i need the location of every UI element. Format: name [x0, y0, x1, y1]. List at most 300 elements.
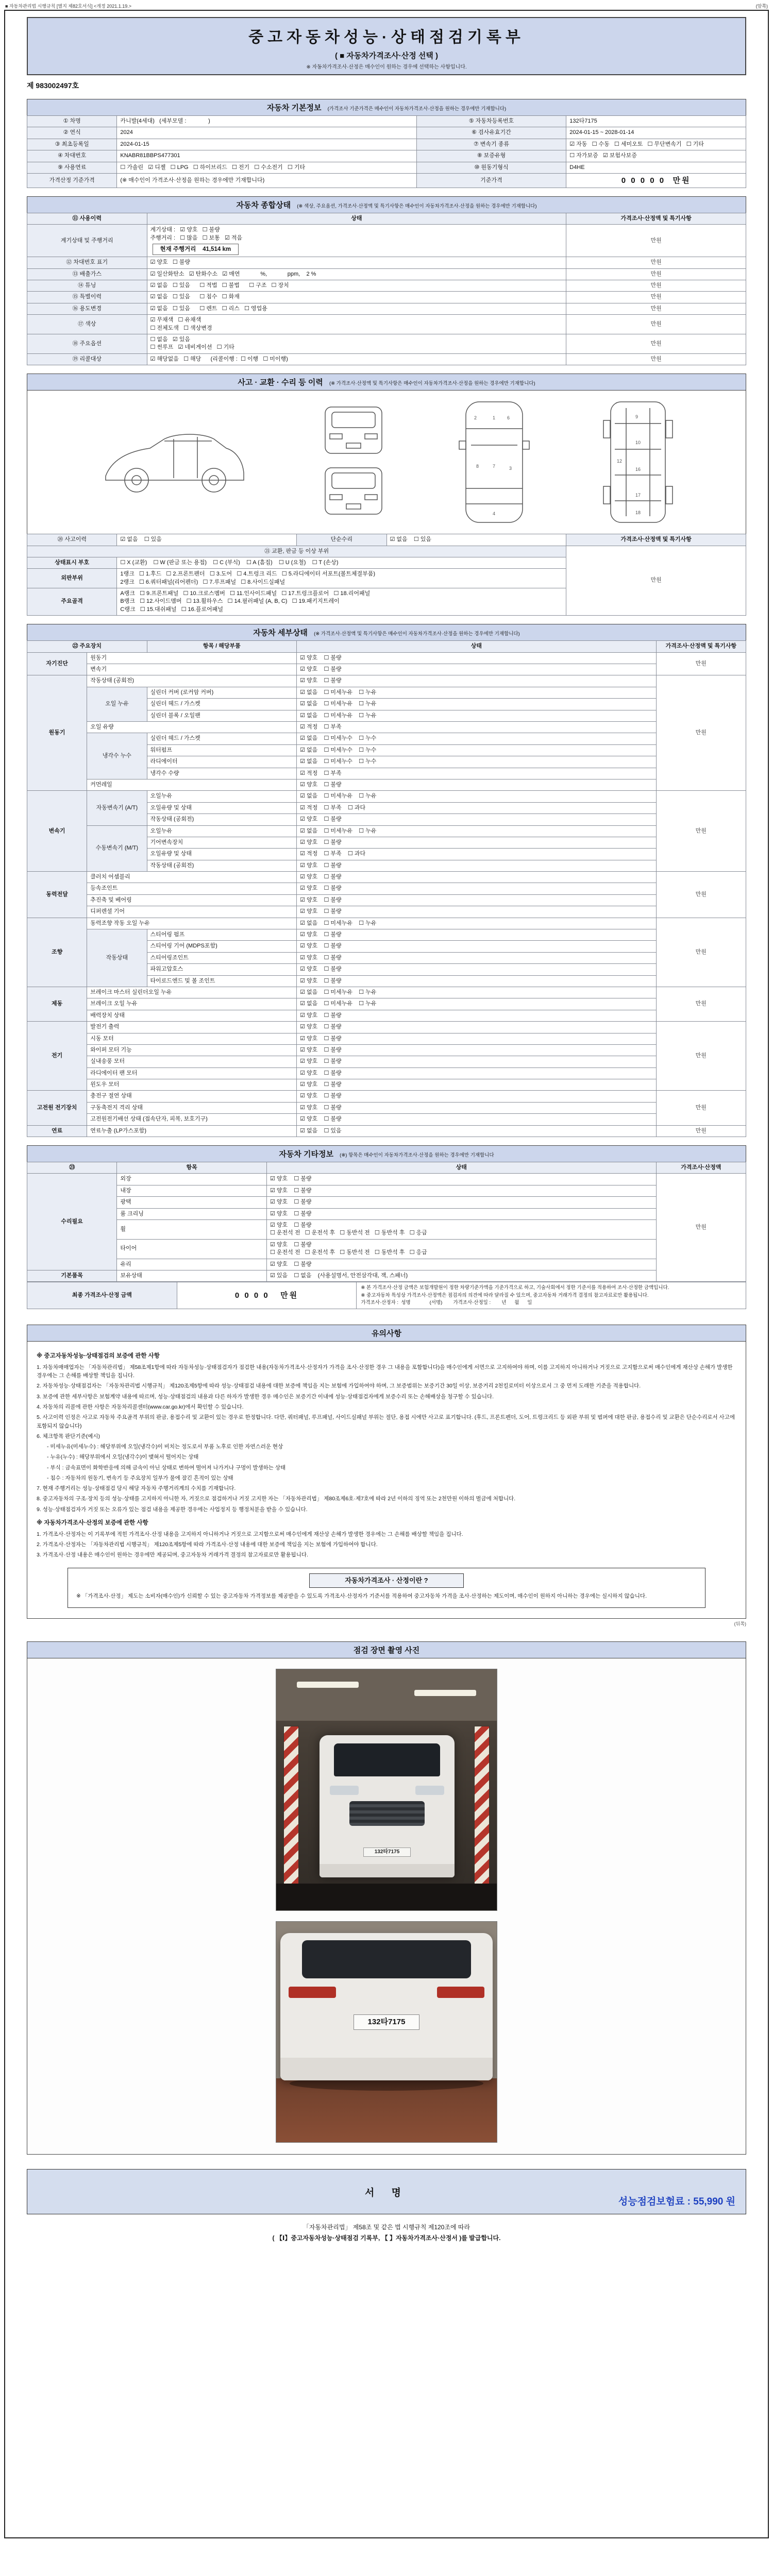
price-cell: 만원 — [656, 1125, 746, 1137]
price-cell: 만원 — [656, 1022, 746, 1091]
group-label: 상태표시 부호 — [27, 557, 117, 568]
item-label: 변속기 — [87, 664, 297, 675]
notice-item: 3. 가격조사·산정 내용은 매수인이 원하는 경우에만 제공되며, 중고자동차 거래가격 결정의 참고자료로만 활용됩니다. — [37, 1552, 308, 1558]
price-cell: 만원 — [566, 546, 746, 616]
column-header: 가격조사·산정액 및 특기사항 — [566, 213, 746, 224]
item-label: 타이로드엔드 및 볼 조인트 — [147, 975, 297, 987]
section-misc-note: (※) 항목은 매수인이 자동차가격조사·산정을 원하는 경우에만 기재합니다 — [340, 1153, 494, 1159]
notice-item: 5. 사고이력 인정은 사고로 자동차 주요골격 부위의 판금, 용접수리 및 교환이 있는 경우로 한정합니다. 다만, 쿼터패널, 루프패널, 사이드실패널 부위는 절단, 용접 시에만 사고로 표기합니다. (후드, 프론트펜더, 도어, 트렁크리드 등 외판 부위 및 범퍼에 대한 판금, 용접수리 및 교환은 단순수리로서 사고에 포함되지 않습니다) — [37, 1414, 735, 1429]
item-label: 스티어링 펌프 — [147, 929, 297, 941]
field-label: 기준가격 — [416, 173, 566, 188]
status-checkbox-group[interactable]: ☑ 양호 ☐ 불량 — [297, 779, 657, 790]
basic-info-table — [27, 115, 746, 188]
status-checkbox-group[interactable]: ☑ 양호 ☐ 불량 — [297, 1022, 657, 1033]
status-checkbox-group[interactable]: ☑ 없음 ☐ 미세누수 ☐ 누수 — [297, 733, 657, 744]
item-label: 룸 크리닝 — [117, 1208, 267, 1219]
field-value: KNABR81BBPS477301 — [117, 150, 416, 162]
vehicle-front-view — [320, 1735, 455, 1877]
item-label: 보유상태 — [117, 1270, 267, 1281]
accident-legend-table — [27, 534, 746, 616]
item-label: 오일누유 — [147, 825, 297, 837]
status-checkbox-group[interactable]: ☐ X (교환) ☐ W (판금 또는 용접) ☐ C (부식) ☐ A (흠집) ☐ U (요철) ☐ T (손상) — [117, 557, 566, 568]
item-label: 클러치 어셈블리 — [87, 872, 297, 883]
status-checkbox-group[interactable]: ☑ 양호 ☐ 불량 — [297, 1056, 657, 1067]
price-cell: 만원 — [656, 872, 746, 918]
status-checkbox-group[interactable]: ☑ 해당없음 ☐ 해당 (리콜이행 : ☐ 이행 ☐ 미이행) — [147, 353, 566, 365]
svg-text:10: 10 — [635, 440, 641, 446]
item-label: 스티어링 기어 (MDPS포함) — [147, 941, 297, 952]
field-value[interactable]: ☐ 자가보증 ☑ 보험사보증 — [566, 150, 746, 162]
item-label: 브레이크 마스터 실린더오일 누유 — [87, 987, 297, 998]
field-value: (※ 매수인이 가격조사·산정을 원하는 경우에만 기재합니다) — [117, 173, 416, 188]
section-detailed-condition — [27, 624, 746, 1137]
taillight-left — [289, 1987, 336, 1998]
status-checkbox-group[interactable]: ☑ 양호 ☐ 불량 — [297, 814, 657, 825]
svg-text:18: 18 — [635, 510, 641, 516]
item-label: 라디에이터 — [147, 756, 297, 768]
status-checkbox-group[interactable]: ☑ 양호 ☐ 불량 — [297, 1079, 657, 1091]
status-checkbox-group[interactable]: ☑ 양호 ☐ 불량 — [297, 652, 657, 664]
column-header: 상태 — [297, 641, 657, 652]
page-side-marker: (앞쪽) — [755, 4, 768, 9]
status-checkbox-group[interactable]: ☑ 양호 ☐ 불량 — [297, 941, 657, 952]
amount-value: 0 0 0 0 만원 — [177, 1282, 357, 1309]
field-value: 132타7175 — [566, 116, 746, 127]
section-basic-title-text: 자동차 기본정보 — [266, 104, 322, 112]
item-label: 오일 유량 — [87, 721, 297, 733]
item-label: 발전기 출력 — [87, 1022, 297, 1033]
document-header-note: ※ 자동차가격조사·산정은 매수인이 원하는 경우에 선택하는 사항입니다. — [306, 64, 467, 70]
field-label: ④ 차대번호 — [27, 150, 117, 162]
car-diagram-underbody-view — [599, 398, 677, 527]
item-label: 실린더 헤드 / 가스켓 — [147, 699, 297, 710]
item-label: 워터펌프 — [147, 744, 297, 756]
item-label: 작동상태 (공회전) — [147, 814, 297, 825]
price-cell: 만원 — [656, 987, 746, 1021]
status-checkbox-group[interactable]: ☑ 양호 ☐ 불량 — [297, 860, 657, 871]
notice-item: 9. 성능·상태점검자가 거짓 또는 오류가 있는 점검 내용을 제공한 경우에는 사업정지 등 행정처분을 받을 수 있습니다. — [37, 1506, 308, 1513]
field-value: D4HE — [566, 162, 746, 173]
photo-inspection-rear — [276, 1921, 497, 2143]
price-cell: 만원 — [656, 675, 746, 791]
group-label: 수리필요 — [27, 1174, 117, 1270]
notice-subtitle: ※ 중고자동차성능·상태점검의 보증에 관한 사항 — [37, 1353, 160, 1360]
column-header: 가격조사·산정액 — [656, 1162, 746, 1174]
item-label: 시동 모터 — [87, 1033, 297, 1044]
detailed-condition-table — [27, 640, 746, 1137]
section-title-summary — [27, 196, 746, 213]
group-label: 고전원 전기장치 — [27, 1091, 87, 1125]
group-label: 조향 — [27, 918, 87, 987]
front-grille — [349, 1801, 425, 1826]
item-label: 광택 — [117, 1197, 267, 1208]
field-label: ⑫ 차대번호 표기 — [27, 257, 147, 268]
price-cell: 만원 — [656, 652, 746, 675]
status-checkbox-group[interactable]: ☑ 없음 ☐ 있음 ☐ 렌트 ☐ 리스 ☐ 영업용 — [147, 303, 566, 314]
svg-text:2: 2 — [474, 415, 477, 421]
item-label: 오일누유 — [147, 791, 297, 802]
form-reference: ■ 자동차관리법 시행규칙 [별지 제82호서식] <개정 2021.1.19.> — [5, 4, 131, 9]
status-checkbox-group[interactable]: ☑ 없음 ☐ 있음 — [386, 534, 566, 546]
field-label: ⑯ 용도변경 — [27, 303, 147, 314]
subgroup-label: 작동상태 — [87, 929, 147, 987]
column-header: 상태 — [267, 1162, 657, 1174]
item-label: 작동상태 (공회전) — [147, 860, 297, 871]
field-label: ⑨ 사용연료 — [27, 162, 117, 173]
svg-text:16: 16 — [635, 467, 641, 472]
section-detail-note: (※ 가격조사·산정액 및 특기사항은 매수인이 자동차가격조사·산정을 원하는 경우에만 기재합니다) — [314, 631, 520, 637]
status-checkbox-group[interactable]: ☑ 양호 ☐ 불량 — [147, 257, 566, 268]
column-header: ㉓ — [27, 1162, 117, 1174]
lift-post-striped — [283, 1726, 299, 1886]
photos-body — [27, 1658, 746, 2155]
group-label: 전기 — [27, 1022, 87, 1091]
headlight-left — [330, 1786, 359, 1795]
item-label: 외장 — [117, 1174, 267, 1185]
status-checkbox-group[interactable]: ☑ 양호 ☐ 불량 — [297, 1044, 657, 1056]
subgroup-label: 자동변속기 (A/T) — [87, 791, 147, 825]
field-label: ⑬ 배출가스 — [27, 268, 147, 280]
windshield — [334, 1743, 440, 1776]
field-label: 단순수리 — [297, 534, 386, 546]
notice-body — [27, 1341, 746, 1619]
status-checkbox-group[interactable]: ☑ 없음 ☐ 미세누수 ☐ 누수 — [297, 756, 657, 768]
overall-condition-table — [27, 213, 746, 365]
field-label: 가격산정 기준가격 — [27, 173, 117, 188]
item-label: 내장 — [117, 1185, 267, 1196]
item-label: 휠 — [117, 1220, 267, 1240]
status-checkbox-group[interactable]: ☑ 양호 ☐ 불량 ☐ 운전석 전 ☐ 운전석 후 ☐ 동반석 전 ☐ 동반석 후 ☐ 응급 — [267, 1220, 657, 1240]
car-damage-diagrams — [27, 390, 746, 534]
status-checkbox-group[interactable]: ☑ 없음 ☐ 미세누유 ☐ 누유 — [297, 687, 657, 698]
section-title-notice — [27, 1325, 746, 1341]
notice-item: - 부식 : 금속표면이 화학반응에 의해 금속이 아닌 상태로 변하여 떨어져 나가거나 구멍이 발생하는 상태 — [47, 1464, 286, 1471]
rear-bumper — [280, 2058, 493, 2080]
price-cell: 만원 — [566, 292, 746, 303]
price-cell: 만원 — [566, 334, 746, 353]
group-label: 변속기 — [27, 791, 87, 872]
field-label: ⑲ 리콜대상 — [27, 353, 147, 365]
ceiling-lamp — [414, 1690, 476, 1696]
vehicle-rear-view — [280, 1933, 493, 2080]
item-label: 연료누출 (LP가스포함) — [87, 1125, 297, 1137]
item-label: 고전원전기배선 상태 (접속단자, 피복, 보호기구) — [87, 1114, 297, 1125]
price-cell: 만원 — [566, 268, 746, 280]
field-label: ⑧ 보증유형 — [416, 150, 566, 162]
status-checkbox-group[interactable]: ☑ 양호 ☐ 불량 — [297, 675, 657, 687]
svg-text:4: 4 — [493, 511, 496, 517]
item-label: 구동축전지 격리 상태 — [87, 1102, 297, 1113]
status-checkbox-group[interactable]: ☑ 적정 ☐ 부족 — [297, 768, 657, 779]
price-cell: 만원 — [656, 1091, 746, 1125]
status-checkbox-group[interactable]: ☑ 양호 ☐ 불량 — [297, 906, 657, 918]
item-label: 오일유량 및 상태 — [147, 802, 297, 814]
garage-floor — [276, 1884, 497, 1910]
price-cell: 만원 — [566, 280, 746, 292]
price-assessment-info-title: 자동차가격조사 · 산정이란 ? — [309, 1573, 464, 1588]
status-checkbox-group[interactable]: ☑ 양호 ☐ 불량 — [267, 1197, 657, 1208]
section-signature — [27, 2169, 746, 2214]
item-label: 파워고압호스 — [147, 964, 297, 975]
field-value: 2024-01-15 ~ 2028-01-14 — [566, 127, 746, 139]
column-header: 항목 — [117, 1162, 267, 1174]
svg-text:3: 3 — [509, 466, 512, 471]
price-assessment-info-box — [68, 1568, 705, 1608]
field-label: ⑦ 변속기 종류 — [416, 139, 566, 150]
status-checkbox-group[interactable]: ☐ 없음 ☑ 있음 ☐ 썬루프 ☑ 네비게이션 ☐ 기타 — [147, 334, 566, 353]
item-label: 디퍼렌셜 기어 — [87, 906, 297, 918]
status-checkbox-group[interactable]: ☑ 양호 ☐ 불량 — [297, 964, 657, 975]
car-diagram-side-view — [96, 413, 251, 511]
item-label: 충전구 절연 상태 — [87, 1091, 297, 1102]
column-header: 가격조사·산정액 및 특기사항 — [656, 641, 746, 652]
field-label: ⑮ 특별이력 — [27, 292, 147, 303]
form-reference-line — [4, 2, 769, 10]
item-label: 와이퍼 모터 기능 — [87, 1044, 297, 1056]
document-header — [27, 17, 746, 75]
document-number: 제 983002497호 — [27, 81, 79, 90]
svg-text:12: 12 — [616, 459, 622, 464]
group-label: 자기진단 — [27, 652, 87, 675]
status-checkbox-group[interactable]: ☑ 양호 ☐ 불량 — [297, 1102, 657, 1113]
status-checkbox-group[interactable]: ☑ 없음 ☐ 미세누유 ☐ 누유 — [297, 699, 657, 710]
item-label: 냉각수 수량 — [147, 768, 297, 779]
license-plate-rear: 132타7175 — [354, 2014, 419, 2030]
status-checkbox-group[interactable]: ☑ 없음 ☐ 있음 — [117, 534, 297, 546]
item-label: 오일유량 및 상태 — [147, 849, 297, 860]
field-value: 2024-01-15 — [117, 139, 416, 150]
headlight-right — [415, 1786, 444, 1795]
item-label: 실린더 블록 / 오일팬 — [147, 710, 297, 721]
section-title-basic — [27, 99, 746, 115]
car-diagram-top-view — [456, 398, 533, 527]
subgroup-label: 오일 누유 — [87, 687, 147, 721]
status-checkbox-group[interactable]: ☑ 양호 ☐ 불량 — [267, 1259, 657, 1270]
section-summary-title-text: 자동차 종합상태 — [236, 200, 291, 210]
notice-item: - 침수 : 자동차의 원동기, 변속기 등 주요장치 일부가 물에 잠긴 흔적이 있는 상태 — [47, 1475, 233, 1481]
field-label: ⑤ 자동차등록번호 — [416, 116, 566, 127]
item-label: 동력조향 작동 오일 누유 — [87, 918, 297, 929]
status-checkbox-group[interactable]: ☑ 있음 ☐ 없음 (사용설명서, 안전삼각대, 잭, 스패너) — [267, 1270, 657, 1281]
field-label: ③ 최초등록일 — [27, 139, 117, 150]
status-checkbox-group[interactable]: 계기상태 : ☑ 양호 ☐ 불량 주행거리 : ☐ 많음 ☐ 보통 ☑ 적음 현재 주행거리 41,514 km — [147, 225, 566, 257]
status-checkbox-group[interactable]: ☑ 적정 ☐ 부족 — [297, 721, 657, 733]
status-checkbox-group[interactable]: ☑ 없음 ☐ 미세누수 ☐ 누수 — [297, 744, 657, 756]
section-photos-title-text: 점검 장면 촬영 사진 — [353, 1646, 420, 1655]
notice-item: 2. 가격조사·산정자는 「자동차관리법 시행규칙」 제120조제5항에 따라 가격조사·산정 내용에 대한 보증에 책임을 지는 보험에 가입하여야 합니다. — [37, 1541, 378, 1548]
section-inspection-photos — [27, 1641, 746, 2155]
license-plate-front: 132타7175 — [363, 1848, 411, 1857]
section-notice — [27, 1325, 746, 1627]
svg-text:17: 17 — [635, 493, 641, 498]
group-label: 동력전달 — [27, 872, 87, 918]
subgroup-label: 냉각수 누수 — [87, 733, 147, 779]
price-cell: 만원 — [566, 303, 746, 314]
other-info-table — [27, 1162, 746, 1282]
svg-text:6: 6 — [507, 415, 510, 421]
group-label: 외판부위 — [27, 569, 117, 588]
section-title-detail — [27, 624, 746, 640]
status-checkbox-group[interactable]: ☑ 양호 ☐ 불량 — [297, 952, 657, 963]
notice-subtitle: ※ 자동차가격조사·산정의 보증에 관한 사항 — [37, 1519, 148, 1526]
status-checkbox-group[interactable]: A랭크 ☐ 9.프론트패널 ☐ 10.크로스멤버 ☐ 11.인사이드패널 ☐ 17.트렁크플로어 ☐ 18.리어패널 B랭크 ☐ 12.사이드멤버 ☐ 13.휠하우스 ☐ 14.필러패널 (A, B, C) ☐ 19.패키지트레이 C랭크 ☐ 15.대쉬패널 ☐ 16.플로어패널 — [117, 588, 566, 616]
footer-line1: 「자동차관리법」 제58조 및 같은 법 시행규칙 제120조에 따라 — [303, 2223, 470, 2231]
svg-text:8: 8 — [476, 464, 479, 469]
field-value[interactable]: ☐ 가솔린 ☑ 디젤 ☐ LPG ☐ 하이브리드 ☐ 전기 ☐ 수소전기 ☐ 기타 — [117, 162, 416, 173]
field-label: ⑥ 검사유효기간 — [416, 127, 566, 139]
svg-text:7: 7 — [493, 464, 496, 469]
status-checkbox-group[interactable]: ☑ 적정 ☐ 부족 ☐ 과다 — [297, 849, 657, 860]
rear-window — [302, 1940, 471, 1978]
field-label: ② 연식 — [27, 127, 117, 139]
price-assessment-info-text: ※ 「가격조사·산정」 제도는 소비자(매수인)가 신뢰할 수 있는 중고자동차 가격정보를 제공받을 수 있도록 가격조사·산정자가 기준서를 적용하여 중고자동차 가격을 조사·산정하는 제도이며, 매수인이 원하지 아니하는 경우에는 실시하지 않습니다. — [76, 1592, 647, 1599]
group-label: 연료 — [27, 1125, 87, 1137]
subgroup-label: 수동변속기 (M/T) — [87, 825, 147, 872]
notice-item: 1. 가격조사·산정자는 이 기록부에 적힌 가격조사·산정 내용을 고지하지 아니하거나 거짓으로 고지함으로써 매수인에게 재산상 손해가 발생한 경우에는 그 손해를 배상할 책임을 집니다. — [37, 1531, 463, 1537]
final-price-table — [27, 1282, 746, 1309]
ceiling-lamp — [297, 1682, 359, 1688]
lift-post-striped — [474, 1726, 490, 1886]
price-cell: 만원 — [566, 353, 746, 365]
status-checkbox-group[interactable]: ☑ 없음 ☐ 미세누유 ☐ 누유 — [297, 918, 657, 929]
price-cell: 만원 — [566, 225, 746, 257]
document-subtitle: ( ■ 자동차가격조사·산정 선택 ) — [334, 52, 439, 60]
notice-item: 1. 자동차매매업자는 「자동차관리법」 제58조제1항에 따라 자동차성능·상태점검자가 점검한 내용(자동차가격조사·산정자가 가격을 조사·산정한 경우 그 내용을 포함합니다)을 매수인에게 서면으로 고지하여야 하며, 이를 고지하지 아니하거나 거짓으로 고지함으로써 매수인에게 재산상 손해가 발생한 경우에는 그 손해를 배상할 책임을 집니다. — [37, 1364, 733, 1379]
field-value[interactable]: ☑ 자동 ☐ 수동 ☐ 세미오토 ☐ 무단변속기 ☐ 기타 — [566, 139, 746, 150]
status-checkbox-group[interactable]: ☑ 양호 ☐ 불량 — [297, 1091, 657, 1102]
item-label: 추진축 및 베어링 — [87, 894, 297, 906]
status-checkbox-group[interactable]: ☑ 없음 ☐ 미세누유 ☐ 누유 — [297, 998, 657, 1010]
status-checkbox-group[interactable]: ☑ 일산화탄소 ☑ 탄화수소 ☑ 매연 %, ppm, 2 % — [147, 268, 566, 280]
column-header: ㉒ 주요장치 — [27, 641, 147, 652]
notice-item: 2. 자동차성능·상태점검자는 「자동차관리법 시행규칙」 제120조제5항에 따라 성능·상태점검 내용에 대한 보증에 책임을 지는 보험에 가입하여야 하며, 그 보증범위는 보증기간 30일 이상, 보증거리 2천킬로미터 이상으로서 그 중 먼저 도래한 기준을 적용합니다. — [37, 1383, 641, 1389]
footer-line2: ( 【Ⅰ】중고자동차성능·상태점검 기록부, 【 】자동차가격조사·산정서 )를 발급합니다. — [272, 2234, 501, 2242]
item-label: 실린더 커버 (로커암 커버) — [147, 687, 297, 698]
item-label: 타이어 — [117, 1239, 267, 1259]
status-checkbox-group[interactable]: ☑ 없음 ☐ 있음 — [297, 1125, 657, 1137]
field-value: 0 0 0 0 0 만원 — [566, 173, 746, 188]
item-label: 배력장치 상태 — [87, 1010, 297, 1021]
field-label: 계기상태 및 주행거리 — [27, 225, 147, 257]
section-overall-condition — [27, 196, 746, 365]
footer — [27, 2223, 746, 2242]
item-label: 스티어링조인트 — [147, 952, 297, 963]
status-checkbox-group[interactable]: ☑ 양호 ☐ 불량 — [297, 1010, 657, 1021]
status-checkbox-group[interactable]: ☑ 양호 ☐ 불량 — [297, 664, 657, 675]
column-header: ⑪ 사용이력 — [27, 213, 147, 224]
item-label: 등속조인트 — [87, 883, 297, 894]
notice-item: 6. 체크항목 판단기준(예시) — [37, 1433, 100, 1439]
item-label: 유리 — [117, 1259, 267, 1270]
section-basic-info — [27, 99, 746, 188]
svg-text:1: 1 — [493, 415, 496, 421]
signature-label: 서 명 — [365, 2187, 408, 2198]
status-checkbox-group[interactable]: ☑ 양호 ☐ 불량 — [267, 1208, 657, 1219]
svg-text:9: 9 — [635, 414, 638, 420]
status-checkbox-group[interactable]: ☑ 없음 ☐ 미세누유 ☐ 누유 — [297, 987, 657, 998]
status-checkbox-group[interactable]: ☑ 양호 ☐ 불량 — [297, 883, 657, 894]
status-checkbox-group[interactable]: ☑ 없음 ☐ 미세누유 ☐ 누유 — [297, 710, 657, 721]
section-misc-title-text: 자동차 기타정보 — [279, 1150, 333, 1159]
field-label: ⑩ 원동기형식 — [416, 162, 566, 173]
group-label: 최종 가격조사·산정 금액 — [27, 1282, 177, 1309]
item-label: 실린더 헤드 / 가스켓 — [147, 733, 297, 744]
status-checkbox-group[interactable]: ☑ 없음 ☐ 있음 ☐ 침수 ☐ 화재 — [147, 292, 566, 303]
status-checkbox-group[interactable]: ☑ 양호 ☐ 불량 — [297, 1067, 657, 1079]
status-checkbox-group[interactable]: ☑ 양호 ☐ 불량 — [267, 1185, 657, 1196]
status-checkbox-group[interactable]: ☑ 양호 ☐ 불량 — [297, 872, 657, 883]
notice-item: 3. 보증에 관한 세부사항은 보험계약 내용에 따르며, 성능·상태점검의 내용과 다른 하자가 발생한 경우 매수인은 보증기간 이내에 성능·상태점검자에게 보증수리 또는 손해배상을 청구할 수 있습니다. — [37, 1393, 494, 1400]
column-header: 상태 — [147, 213, 566, 224]
status-checkbox-group[interactable]: ☑ 없음 ☐ 미세누유 ☐ 누유 — [297, 825, 657, 837]
section-detail-title-text: 자동차 세부상태 — [253, 629, 308, 638]
status-checkbox-group[interactable]: ☑ 양호 ☐ 불량 — [297, 975, 657, 987]
status-checkbox-group[interactable]: ☑ 적정 ☐ 부족 ☐ 과다 — [297, 802, 657, 814]
section-accident-note: (※ 가격조사·산정액 및 특기사항은 매수인이 자동차가격조사·산정을 원하는 경우에만 기재합니다) — [329, 381, 535, 387]
status-checkbox-group[interactable]: ☑ 양호 ☐ 불량 — [297, 1033, 657, 1044]
section-title-misc — [27, 1145, 746, 1162]
status-checkbox-group[interactable]: ☑ 양호 ☐ 불량 — [297, 837, 657, 848]
section-basic-note: (가격조사 기준가격은 매수인이 자동차가격조사·산정을 원하는 경우에만 기재합니다) — [327, 106, 507, 112]
item-label: 작동상태 (공회전) — [87, 675, 297, 687]
field-label: ① 차명 — [27, 116, 117, 127]
price-cell: 만원 — [566, 315, 746, 334]
status-checkbox-group[interactable]: ☑ 양호 ☐ 불량 — [297, 929, 657, 941]
section-notice-title-text: 유의사항 — [372, 1329, 401, 1338]
notice-item: - 미세누유(미세누수) : 해당부위에 오일(냉각수)이 비치는 정도로서 부품 노후로 인한 자연스러운 현상 — [47, 1444, 283, 1450]
status-checkbox-group[interactable]: ☑ 양호 ☐ 불량 — [297, 1114, 657, 1125]
status-checkbox-group[interactable]: ☑ 없음 ☐ 미세누유 ☐ 누유 — [297, 791, 657, 802]
item-label: 기어변속장치 — [147, 837, 297, 848]
status-checkbox-group[interactable]: ☑ 양호 ☐ 불량 ☐ 운전석 전 ☐ 운전석 후 ☐ 동반석 전 ☐ 동반석 후 ☐ 응급 — [267, 1239, 657, 1259]
section-accident-history — [27, 374, 746, 616]
item-label: 실내송풍 모터 — [87, 1056, 297, 1067]
front-bumper — [320, 1864, 455, 1877]
status-checkbox-group[interactable]: 1랭크 ☐ 1.후드 ☐ 2.프론트펜더 ☐ 3.도어 ☐ 4.트렁크 리드 ☐ 5.라디에이터 서포트(볼트체결부품) 2랭크 ☐ 6.쿼터패널(리어펜더) ☐ 7.루프패널 ☐ 8.사이드실패널 — [117, 569, 566, 588]
field-label: ㉑ 교환, 판금 등 이상 부위 — [27, 546, 566, 557]
item-label: 커먼레일 — [87, 779, 297, 790]
car-diagram-front-rear-view — [317, 403, 390, 521]
column-header: 항목 / 해당부품 — [147, 641, 297, 652]
item-label: 원동기 — [87, 652, 297, 664]
group-label: 제동 — [27, 987, 87, 1021]
section-accident-title-text: 사고 · 교환 · 수리 등 이력 — [238, 378, 323, 387]
column-header: 가격조사·산정액 및 특기사항 — [566, 534, 746, 546]
status-checkbox-group[interactable]: ☑ 양호 ☐ 불량 — [297, 894, 657, 906]
price-cell: 만원 — [566, 257, 746, 268]
group-label: 원동기 — [27, 675, 87, 791]
page-back-marker: (뒤쪽) — [734, 1621, 746, 1626]
field-value: 2024 — [117, 127, 416, 139]
status-checkbox-group[interactable]: ☑ 양호 ☐ 불량 — [267, 1174, 657, 1185]
item-label: 브레이크 오일 누유 — [87, 998, 297, 1010]
field-label: ⑳ 사고이력 — [27, 534, 117, 546]
status-checkbox-group[interactable]: ☑ 무채색 ☐ 유채색 ☐ 전체도색 ☐ 색상변경 — [147, 315, 566, 334]
price-cell: 만원 — [656, 791, 746, 872]
field-label: ⑱ 주요옵션 — [27, 334, 147, 353]
group-label: 주요골격 — [27, 588, 117, 616]
current-mileage-highlight: 현재 주행거리 41,514 km — [153, 244, 239, 255]
item-label: 윈도우 모터 — [87, 1079, 297, 1091]
group-label: 기본품목 — [27, 1270, 117, 1281]
section-title-accident — [27, 374, 746, 390]
status-checkbox-group[interactable]: ☑ 없음 ☐ 있음 ☐ 적법 ☐ 불법 ☐ 구조 ☐ 장치 — [147, 280, 566, 292]
section-title-photos — [27, 1641, 746, 1658]
photo-inspection-front — [276, 1669, 497, 1911]
taillight-right — [437, 1987, 484, 1998]
item-label: 라디에이터 팬 모터 — [87, 1067, 297, 1079]
section-other-info — [27, 1145, 746, 1309]
